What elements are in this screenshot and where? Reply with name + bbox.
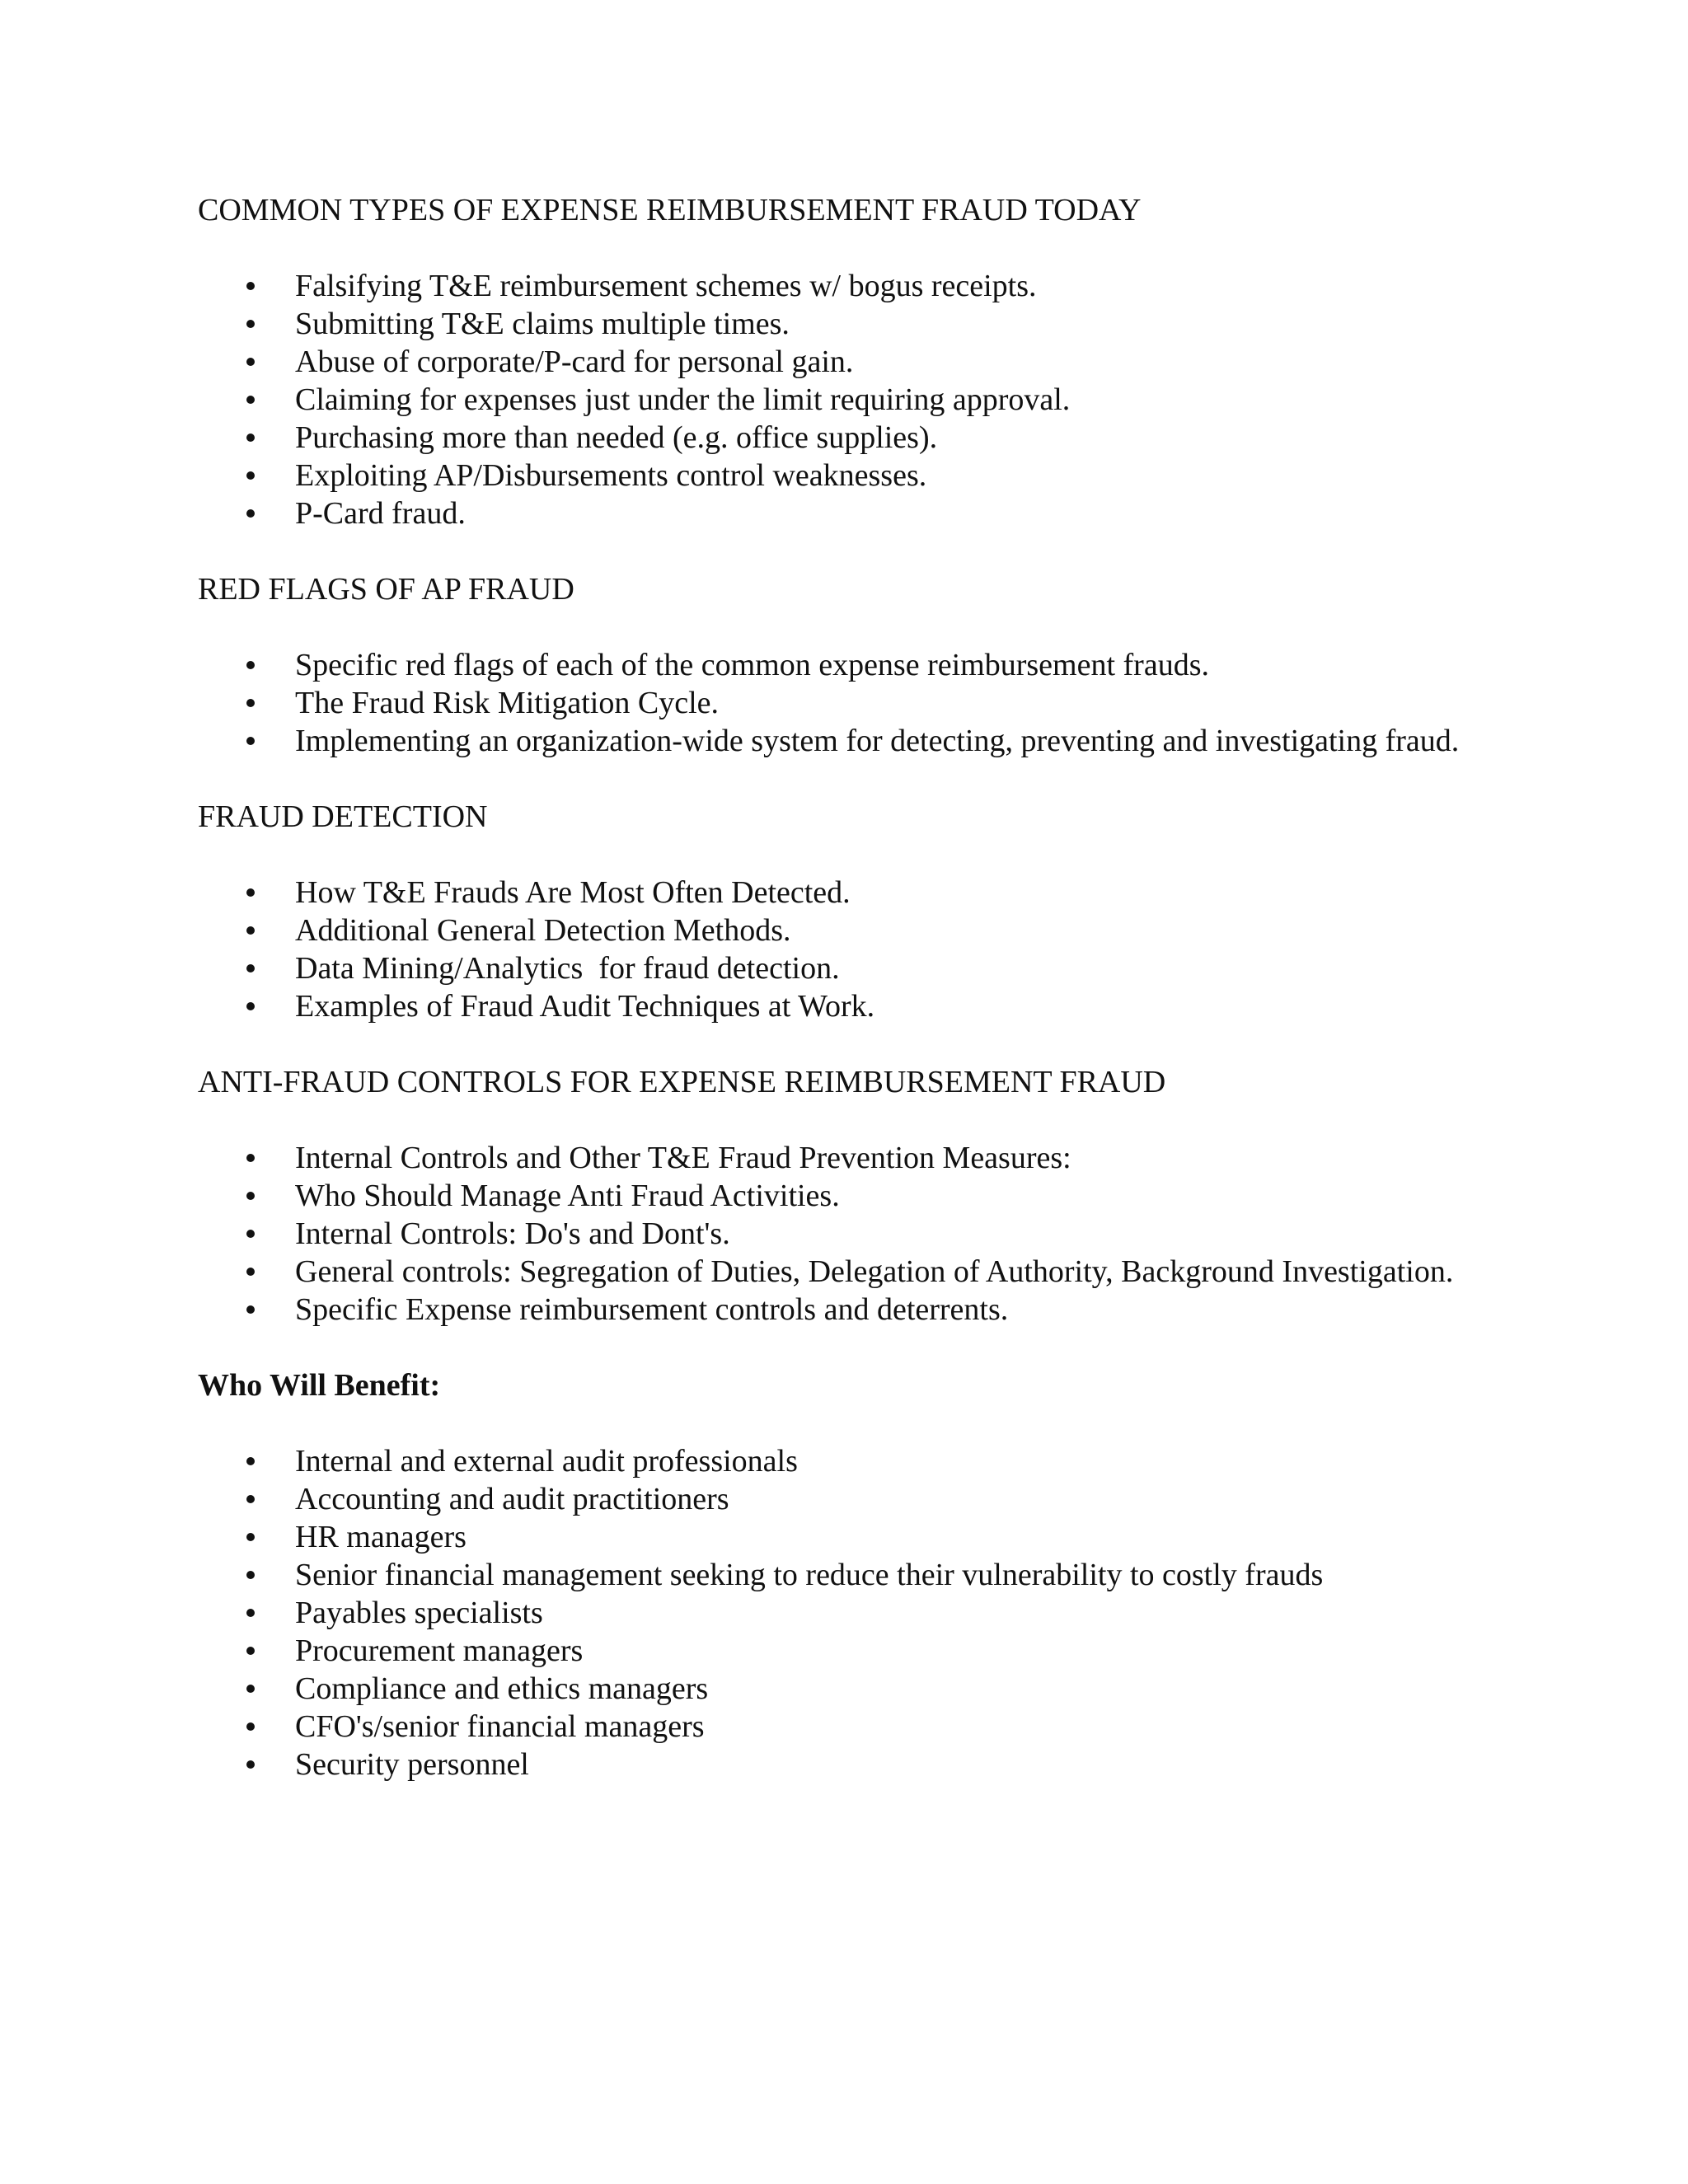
section-heading-fraud-detection: FRAUD DETECTION xyxy=(198,799,488,834)
bullet-list-common-types xyxy=(198,267,1484,532)
list-item-text: Senior financial management seeking to reduce their vulnerability to costly frauds xyxy=(295,1558,1324,1592)
list-item xyxy=(198,1442,1484,1480)
bullet-icon xyxy=(246,509,255,518)
bullet-icon xyxy=(246,1722,255,1731)
list-item-text: Specific red flags of each of the common expense reimbursement frauds. xyxy=(295,648,1209,682)
list-item xyxy=(198,1480,1484,1518)
list-item-text: Specific Expense reimbursement controls and deterrents. xyxy=(295,1292,1009,1327)
bullet-icon xyxy=(246,1495,255,1503)
list-item-text: Procurement managers xyxy=(295,1633,584,1668)
bullet-icon xyxy=(246,926,255,935)
document-body xyxy=(198,191,1484,1821)
list-item xyxy=(198,874,1484,912)
list-item xyxy=(198,1518,1484,1556)
bullet-icon xyxy=(246,1685,255,1693)
bullet-icon xyxy=(246,1002,255,1010)
list-item xyxy=(198,267,1484,305)
list-item-text: Internal Controls and Other T&E Fraud Prevention Measures: xyxy=(295,1141,1071,1175)
list-item xyxy=(198,1177,1484,1215)
bullet-icon xyxy=(246,1609,255,1617)
list-item-text: Data Mining/Analytics for fraud detection. xyxy=(295,951,840,986)
bullet-icon xyxy=(246,282,255,290)
list-item xyxy=(198,1746,1484,1783)
bullet-icon xyxy=(246,1192,255,1200)
bullet-icon xyxy=(246,471,255,480)
list-item-text: Internal and external audit professionals xyxy=(295,1444,798,1479)
bullet-icon xyxy=(246,699,255,707)
list-item xyxy=(198,457,1484,494)
list-item xyxy=(198,949,1484,987)
list-item-text: Accounting and audit practitioners xyxy=(295,1482,729,1516)
list-item-text: Claiming for expenses just under the limit requiring approval. xyxy=(295,382,1071,417)
list-item xyxy=(198,419,1484,457)
bullet-icon xyxy=(246,888,255,897)
list-item xyxy=(198,1708,1484,1746)
list-item xyxy=(198,684,1484,722)
bullet-icon xyxy=(246,1533,255,1541)
list-item-text: Who Should Manage Anti Fraud Activities. xyxy=(295,1179,840,1213)
list-item-text: Falsifying T&E reimbursement schemes w/ bogus receipts. xyxy=(295,269,1037,303)
bullet-list-who-will-benefit xyxy=(198,1442,1484,1783)
list-item-text: CFO's/senior financial managers xyxy=(295,1709,705,1744)
section-heading-red-flags: RED FLAGS OF AP FRAUD xyxy=(198,572,574,607)
list-item-text: Security personnel xyxy=(295,1747,529,1782)
list-item-text: Compliance and ethics managers xyxy=(295,1671,709,1706)
section-heading-anti-fraud-controls: ANTI-FRAUD CONTROLS FOR EXPENSE REIMBURSEMENT FRAUD xyxy=(198,1065,1166,1099)
bullet-icon xyxy=(246,1305,255,1314)
bullet-list-fraud-detection xyxy=(198,874,1484,1025)
section-heading-who-will-benefit: Who Will Benefit: xyxy=(198,1368,441,1403)
list-item xyxy=(198,1632,1484,1670)
list-item-text: HR managers xyxy=(295,1520,467,1554)
list-item xyxy=(198,305,1484,343)
section-heading-common-types: COMMON TYPES OF EXPENSE REIMBURSEMENT FRAUD TODAY xyxy=(198,193,1142,227)
bullet-icon xyxy=(246,1457,255,1465)
list-item xyxy=(198,1594,1484,1632)
list-item-text: Additional General Detection Methods. xyxy=(295,913,791,948)
list-item-text: Purchasing more than needed (e.g. office supplies). xyxy=(295,420,938,455)
bullet-icon xyxy=(246,320,255,328)
list-item xyxy=(198,381,1484,419)
list-item xyxy=(198,1556,1484,1594)
list-item xyxy=(198,1139,1484,1177)
bullet-icon xyxy=(246,964,255,972)
list-item-text: Payables specialists xyxy=(295,1596,543,1630)
bullet-icon xyxy=(246,1268,255,1276)
bullet-list-red-flags xyxy=(198,646,1484,760)
bullet-icon xyxy=(246,1154,255,1162)
bullet-icon xyxy=(246,1760,255,1769)
list-item-text: General controls: Segregation of Duties, Delegation of Authority, Background Investigation. xyxy=(295,1254,1454,1289)
list-item xyxy=(198,1215,1484,1253)
bullet-icon xyxy=(246,396,255,404)
list-item xyxy=(198,494,1484,532)
bullet-icon xyxy=(246,1230,255,1238)
list-item-text: Submitting T&E claims multiple times. xyxy=(295,307,790,341)
list-item xyxy=(198,1253,1484,1291)
bullet-icon xyxy=(246,1647,255,1655)
list-item xyxy=(198,912,1484,949)
bullet-icon xyxy=(246,434,255,442)
list-item-text: Implementing an organization-wide system for detecting, preventing and investigating fraud. xyxy=(295,724,1460,758)
list-item-text: Internal Controls: Do's and Dont's. xyxy=(295,1216,730,1251)
list-item xyxy=(198,722,1484,760)
list-item xyxy=(198,343,1484,381)
bullet-icon xyxy=(246,737,255,745)
list-item xyxy=(198,987,1484,1025)
list-item-text: Abuse of corporate/P-card for personal gain. xyxy=(295,344,854,379)
list-item-text: How T&E Frauds Are Most Often Detected. xyxy=(295,875,851,910)
list-item-text: Exploiting AP/Disbursements control weaknesses. xyxy=(295,458,927,493)
list-item xyxy=(198,1291,1484,1329)
bullet-list-anti-fraud-controls xyxy=(198,1139,1484,1329)
list-item-text: The Fraud Risk Mitigation Cycle. xyxy=(295,686,720,720)
bullet-icon xyxy=(246,1571,255,1579)
list-item xyxy=(198,1670,1484,1708)
bullet-icon xyxy=(246,661,255,669)
list-item-text: Examples of Fraud Audit Techniques at Work. xyxy=(295,989,875,1024)
list-item xyxy=(198,646,1484,684)
bullet-icon xyxy=(246,358,255,366)
list-item-text: P-Card fraud. xyxy=(295,496,466,531)
